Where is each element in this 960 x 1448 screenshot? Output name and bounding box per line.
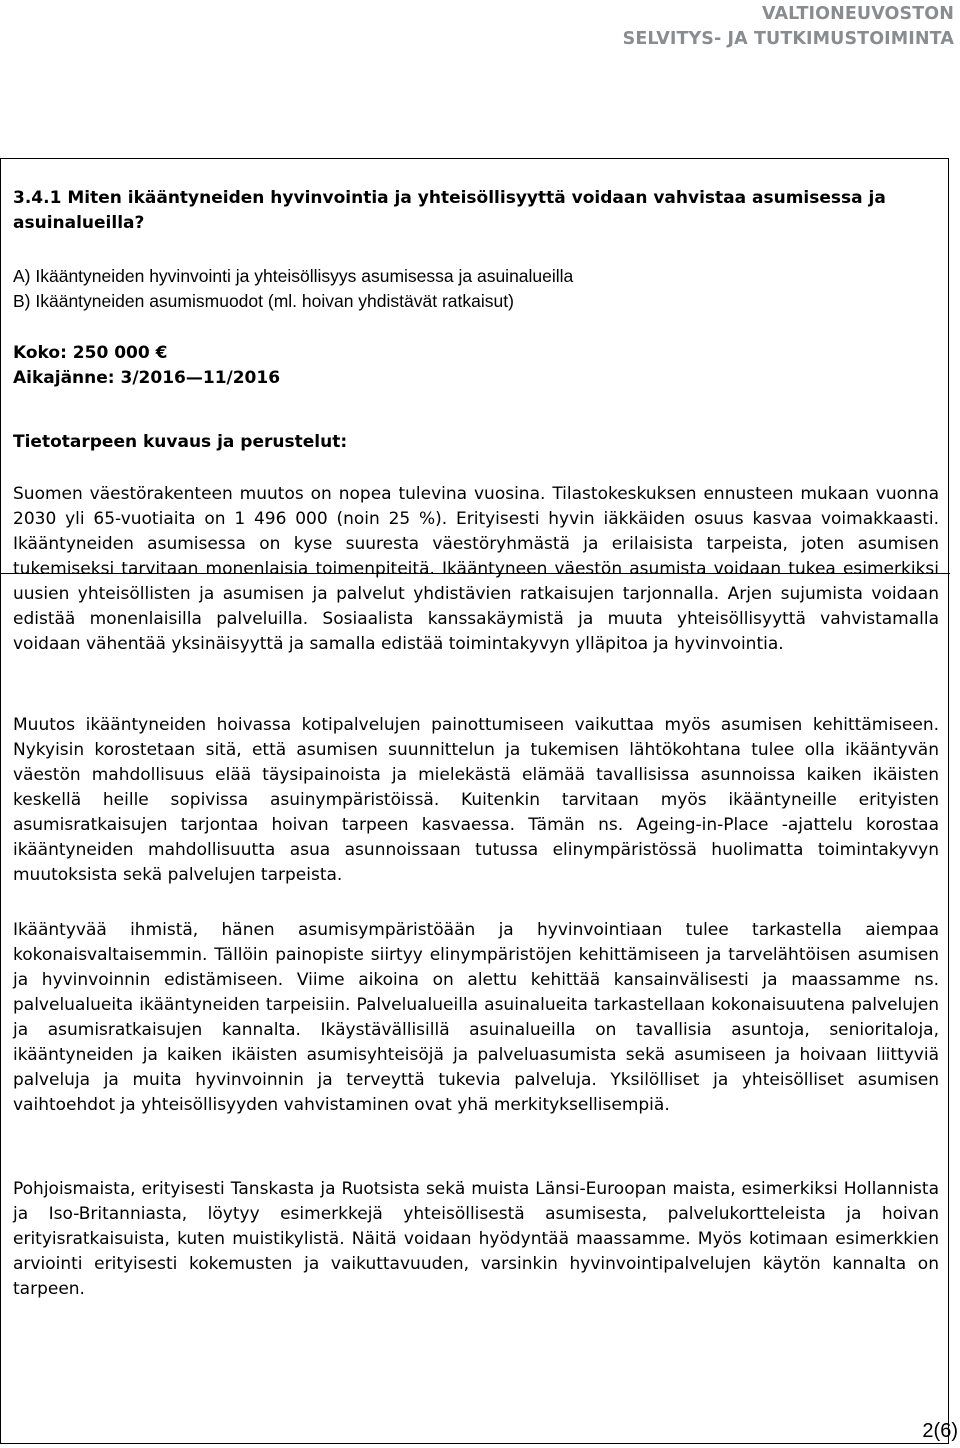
subheading: Tietotarpeen kuvaus ja perustelut: xyxy=(13,432,348,452)
paragraph-4: Pohjoismaista, erityisesti Tanskasta ja Ruotsista sekä muista Länsi-Euroopan maista, esimerkiksi Hollannista ja Iso-Britanniasta, löytyy esimerkkejä yhteisöllisestä asumisesta, palvelukortteleista ja hoivan erityisratkaisuista, kuten muistikylistä. Näitä voidaan hyödyntää maassamme. Myös kotimaan esimerkkien arviointi erityisesti kokemusten ja vaikuttavuuden, varsinkin hyvinvointipalvelujen käytön kannalta on tarpeen. xyxy=(13,1179,939,1299)
timespan-label: Aikajänne: 3/2016—11/2016 xyxy=(13,368,281,388)
section-title: 3.4.1 Miten ikääntyneiden hyvinvointia ja yhteisöllisyyttä voidaan vahvistaa asumisessa ja asuinalueilla? xyxy=(13,188,886,233)
brand-line-2: SELVITYS- JA TUTKIMUSTOIMINTA xyxy=(622,29,954,49)
budget-label: Koko: 250 000 € xyxy=(13,343,168,363)
brand-line-1: VALTIONEUVOSTON xyxy=(762,4,954,24)
item-a: A) Ikääntyneiden hyvinvointi ja yhteisöllisyys asumisessa ja asuinalueilla xyxy=(13,266,574,286)
brand-header xyxy=(623,2,954,52)
paragraph-2: Muutos ikääntyneiden hoivassa kotipalvelujen painottumiseen vaikuttaa myös asumisen kehittämiseen. Nykyisin korostetaan sitä, että asumisen suunnittelun ja tukemisen lähtökohtana tulee olla ikääntyvän väestön mahdollisuus elää täysipainoista ja mielekästä elämää tavallisissa asunnoissa kaiken ikäisten keskellä heille sopivissa asuinympäristöissä. Kuitenkin tarvitaan myös ikääntyneille erityisten asumisratkaisujen tarjontaa hoivan tarpeen kasvaessa. Tämän ns. Ageing-in-Place -ajattelu korostaa ikääntyneiden mahdollisuutta asua asunnoissaan tutussa elinympäristössä huolimatta toimintakyvyn muutoksista sekä palvelujen tarpeista. xyxy=(13,715,939,885)
item-b: B) Ikääntyneiden asumismuodot (ml. hoivan yhdistävät ratkaisut) xyxy=(13,291,514,311)
page-number: 2(6) xyxy=(922,1420,958,1442)
paragraph-3: Ikääntyvää ihmistä, hänen asumisympäristöään ja hyvinvointiaan tulee tarkastella aiempaa kokonaisvaltaisemmin. Tällöin painopiste siirtyy elinympäristöjen kehittämiseen ja tarvelähtöisen asumisen ja hyvinvoinnin edistämiseen. Viime aikoina on alettu kehittää kansainvälisesti ja maassamme ns. palvelualueita ikääntyneiden tarpeisiin. Palvelualueilla asuinalueita tarkastellaan kokonaisuutena palvelujen ja asumisratkaisujen kannalta. Ikäystävällisillä asuinalueilla on tavallisia asuntoja, senioritaloja, ikääntyneiden ja kaiken ikäisten asumisyhteisöjä ja palveluasumista sekä asumiseen ja hoivaan liittyviä palveluja ja muita hyvinvoinnin ja terveyttä tukevia palveluja. Yksilölliset ja yhteisölliset asumisen vaihtoehdot ja yhteisöllisyyden vahvistaminen ovat yhä merkityksellisempiä. xyxy=(13,920,939,1115)
paragraph-1: Suomen väestörakenteen muutos on nopea tulevina vuosina. Tilastokeskuksen ennusteen mukaan vuonna 2030 yli 65-vuotiaita on 1 496 000 (noin 25 %). Erityisesti hyvin iäkkäiden osuus kasvaa voimakkaasti. Ikääntyneiden asumisessa on kyse suuresta väestöryhmästä ja erilaisista tarpeista, joten asumisen tukemiseksi tarvitaan monenlaisia toimenpiteitä. Ikääntyneen väestön asumista voidaan tukea esimerkiksi uusien yhteisöllisten ja asumisen ja palvelut yhdistävien ratkaisujen tarjonnalla. Arjen sujumista voidaan edistää monenlaisilla palveluilla. Sosiaalista kanssakäymistä ja muuta yhteisöllisyyttä vahvistamalla voidaan vähentää yksinäisyyttä ja samalla edistää toimintakyvyn ylläpitoa ja hyvinvointia. xyxy=(13,484,939,654)
